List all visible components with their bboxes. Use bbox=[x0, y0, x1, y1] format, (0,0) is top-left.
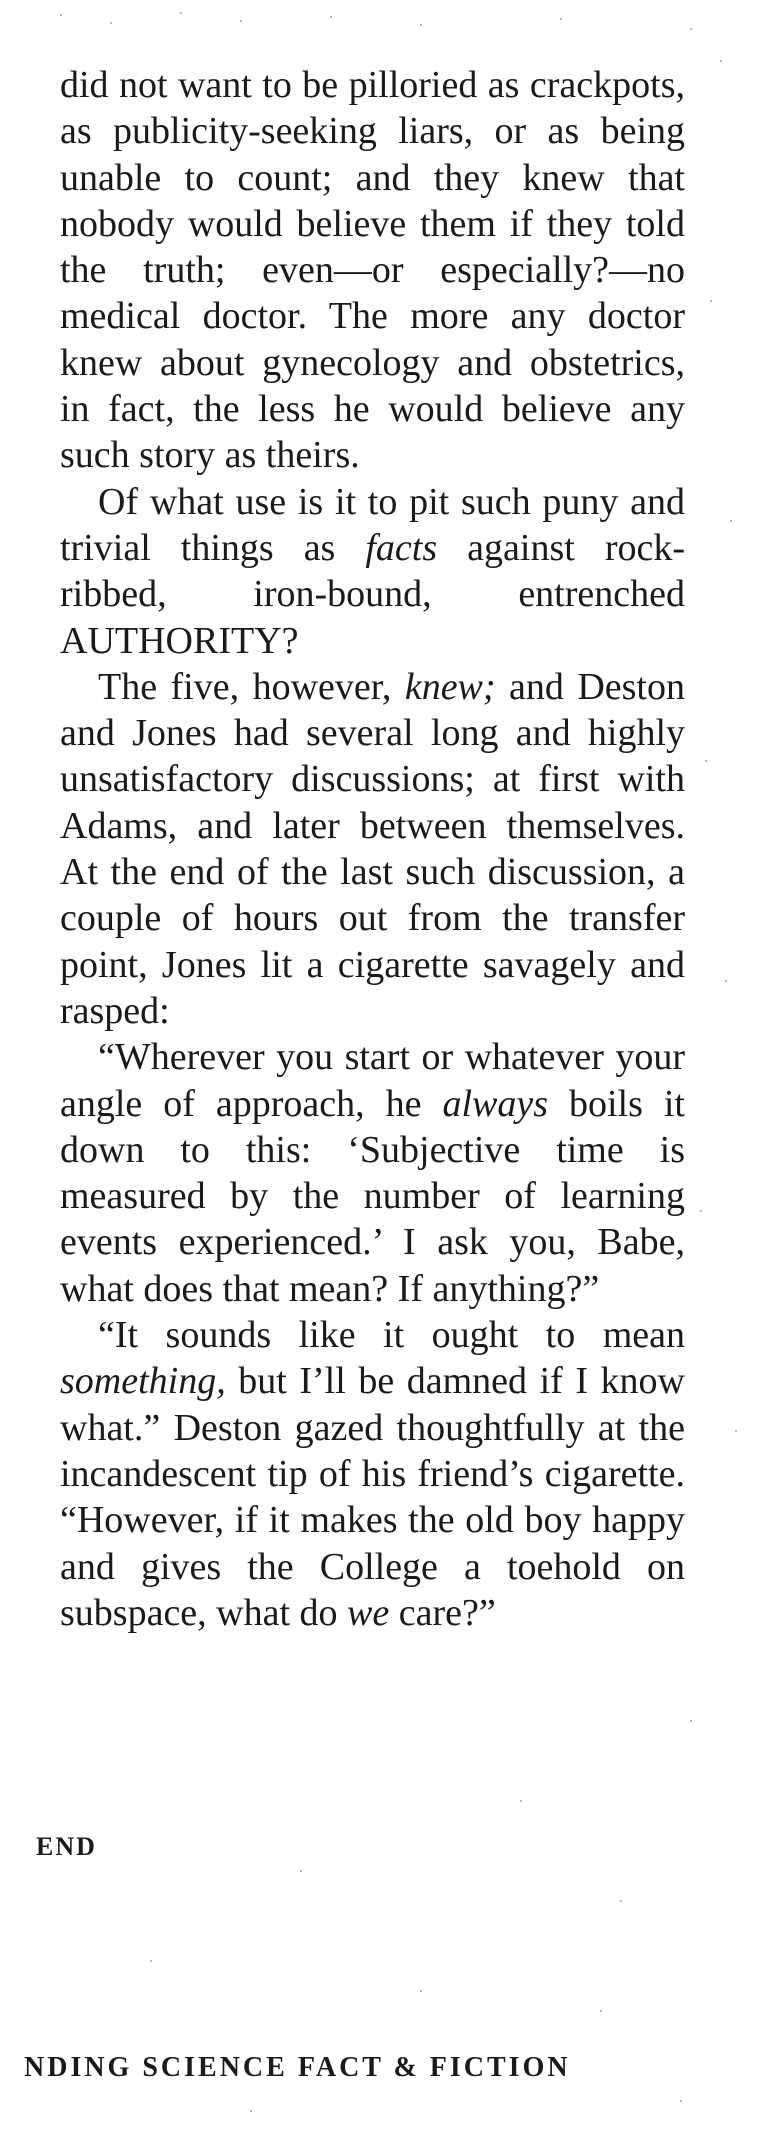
print-speck bbox=[250, 2110, 252, 2112]
italic-text-run: something, bbox=[60, 1360, 226, 1403]
print-speck bbox=[420, 1990, 422, 1992]
print-speck bbox=[620, 1900, 622, 1902]
print-speck bbox=[330, 16, 332, 18]
story-paragraph bbox=[60, 1312, 685, 1636]
print-speck bbox=[720, 60, 722, 62]
print-speck bbox=[180, 12, 182, 14]
print-speck bbox=[60, 14, 62, 16]
text-run: against rock-ribbed, iron-bound, entrenched AUTHORITY? bbox=[60, 526, 686, 662]
text-run: The five, however, bbox=[98, 665, 405, 708]
print-speck bbox=[680, 2100, 682, 2102]
text-run: boils it down to this: ‘Subjective time is measured by the number of learning events experienced.’ I ask you, Babe, what does that mean? If anything?” bbox=[60, 1082, 685, 1310]
text-run: care?” bbox=[389, 1591, 496, 1634]
running-footer-title: NDING SCIENCE FACT & FICTION bbox=[24, 2052, 571, 2083]
story-paragraph bbox=[60, 664, 685, 1034]
print-speck bbox=[690, 1720, 692, 1722]
text-run: and Deston and Jones had several long and highly unsatisfactory discussions; at first with Adams, and later between themselves. At the end of the last such discussion, a couple of hours out from the transfer point, Jones lit a cigarette savagely and rasped: bbox=[60, 665, 685, 1032]
text-run: Of what use is it to pit such puny and trivial things as bbox=[60, 480, 685, 569]
print-speck bbox=[600, 2010, 602, 2012]
italic-text-run: facts bbox=[365, 526, 438, 569]
print-speck bbox=[240, 20, 242, 22]
text-run: “It sounds like it ought to mean bbox=[98, 1314, 685, 1357]
text-run: did not want to be pilloried as crackpots, as publicity-seeking liars, or as being unable to count; and they knew that nobody would believe them if they told the truth; even—or especially?—no medical doctor. The more any doctor knew about gynecology and obstetrics, in fact, the less he would believe any such story as theirs. bbox=[60, 64, 685, 477]
print-speck bbox=[710, 300, 712, 302]
print-speck bbox=[150, 1960, 152, 1962]
print-speck bbox=[520, 1800, 522, 1802]
text-run: but I’ll be damned if I know what.” Deston gazed thoughtfully at the incandescent tip of his friend’s cigarette. “However, if it makes the old boy happy and gives the College a toehold on subspace, what do bbox=[60, 1360, 685, 1634]
print-speck bbox=[300, 1870, 302, 1872]
text-run: “Wherever you start or whatever your angle of approach, he bbox=[60, 1036, 685, 1125]
print-speck bbox=[560, 18, 562, 20]
story-paragraph bbox=[60, 62, 685, 479]
story-paragraph bbox=[60, 479, 685, 664]
italic-text-run: knew; bbox=[404, 665, 496, 708]
story-text-column bbox=[60, 62, 685, 1636]
print-speck bbox=[735, 1430, 737, 1432]
italic-text-run: always bbox=[442, 1082, 549, 1125]
print-speck bbox=[690, 28, 692, 30]
print-speck bbox=[700, 1210, 702, 1212]
print-speck bbox=[110, 22, 112, 24]
story-end-mark: END bbox=[36, 1832, 97, 1861]
story-paragraph bbox=[60, 1034, 685, 1312]
print-speck bbox=[420, 24, 422, 26]
italic-text-run: we bbox=[347, 1591, 390, 1634]
print-speck bbox=[730, 520, 732, 522]
print-speck bbox=[705, 760, 707, 762]
print-speck bbox=[725, 980, 727, 982]
